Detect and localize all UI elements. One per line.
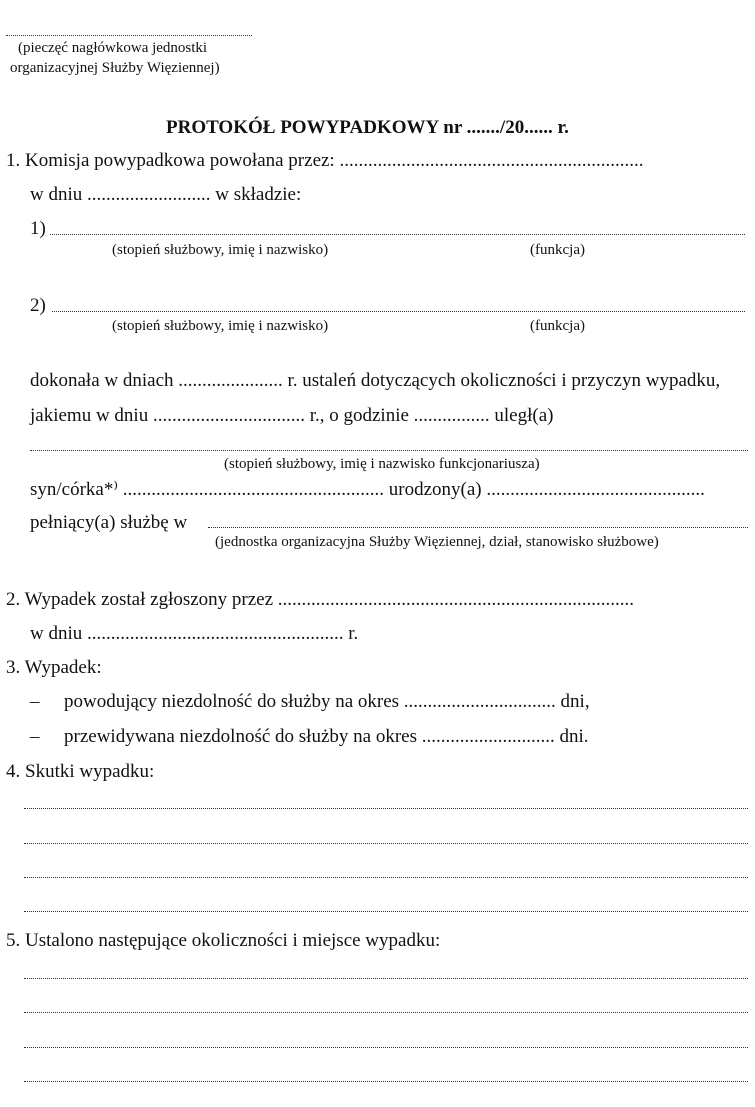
section4-fill-line-3[interactable] bbox=[24, 877, 748, 878]
section4-heading: 4. Skutki wypadku: bbox=[6, 761, 155, 782]
section5-fill-line-3[interactable] bbox=[24, 1047, 748, 1048]
document-title: PROTOKÓŁ POWYPADKOWY nr ......./20...... r. bbox=[166, 117, 569, 138]
section5-fill-line-2[interactable] bbox=[24, 1012, 748, 1013]
stamp-caption-line1: (pieczęć nagłówkowa jednostki bbox=[18, 40, 208, 56]
section1-service-label: pełniący(a) służbę w bbox=[30, 512, 188, 533]
member1-caption-function: (funkcja) bbox=[530, 242, 585, 258]
stamp-dotted-line bbox=[6, 35, 252, 36]
section4-fill-line-1[interactable] bbox=[24, 808, 748, 809]
section1-findings-line: dokonała w dniach ...................... r. ustaleń dotyczących okoliczności i przyczyn wypadku, bbox=[30, 370, 721, 391]
section4-fill-line-2[interactable] bbox=[24, 843, 748, 844]
stamp-caption-line2: organizacyjnej Służby Więziennej) bbox=[10, 60, 220, 76]
member2-caption-rank: (stopień służbowy, imię i nazwisko) bbox=[112, 318, 329, 334]
member1-fill-line[interactable] bbox=[50, 234, 745, 235]
section5-fill-line-1[interactable] bbox=[24, 978, 748, 979]
section2-reported-by-line: 2. Wypadek został zgłoszony przez ........................................................................... bbox=[6, 589, 635, 610]
section1-date-composition-line: w dniu .......................... w składzie: bbox=[30, 184, 302, 205]
member1-number: 1) bbox=[30, 218, 46, 239]
section4-fill-line-4[interactable] bbox=[24, 911, 748, 912]
section3-item2: przewidywana niezdolność do służby na okres ............................ dni. bbox=[64, 726, 589, 747]
officer-fill-line[interactable] bbox=[30, 450, 748, 451]
section3-dash-1: – bbox=[30, 691, 40, 712]
section2-date-line: w dniu ...................................................... r. bbox=[30, 623, 359, 644]
section3-heading: 3. Wypadek: bbox=[6, 657, 102, 678]
officer-caption: (stopień służbowy, imię i nazwisko funkcjonariusza) bbox=[224, 456, 540, 472]
service-unit-fill-line[interactable] bbox=[208, 527, 748, 528]
service-unit-caption: (jednostka organizacyjna Służby Więziennej, dział, stanowisko służbowe) bbox=[215, 534, 659, 550]
section1-parentage-birth-line: syn/córka*⁾ ....................................................... urodzony(a) .............................................. bbox=[30, 479, 705, 500]
member2-caption-function: (funkcja) bbox=[530, 318, 585, 334]
section3-item1: powodujący niezdolność do służby na okres ................................ dni, bbox=[64, 691, 590, 712]
section3-dash-2: – bbox=[30, 726, 40, 747]
member2-number: 2) bbox=[30, 295, 46, 316]
section5-heading: 5. Ustalono następujące okoliczności i miejsce wypadku: bbox=[6, 930, 441, 951]
section1-accident-date-line: jakiemu w dniu ................................ r., o godzinie ................ uległ(a) bbox=[30, 405, 554, 426]
member2-fill-line[interactable] bbox=[52, 311, 745, 312]
member1-caption-rank: (stopień służbowy, imię i nazwisko) bbox=[112, 242, 329, 258]
section5-fill-line-4[interactable] bbox=[24, 1081, 748, 1082]
section1-committee-line: 1. Komisja powypadkowa powołana przez: ................................................................ bbox=[6, 150, 644, 171]
